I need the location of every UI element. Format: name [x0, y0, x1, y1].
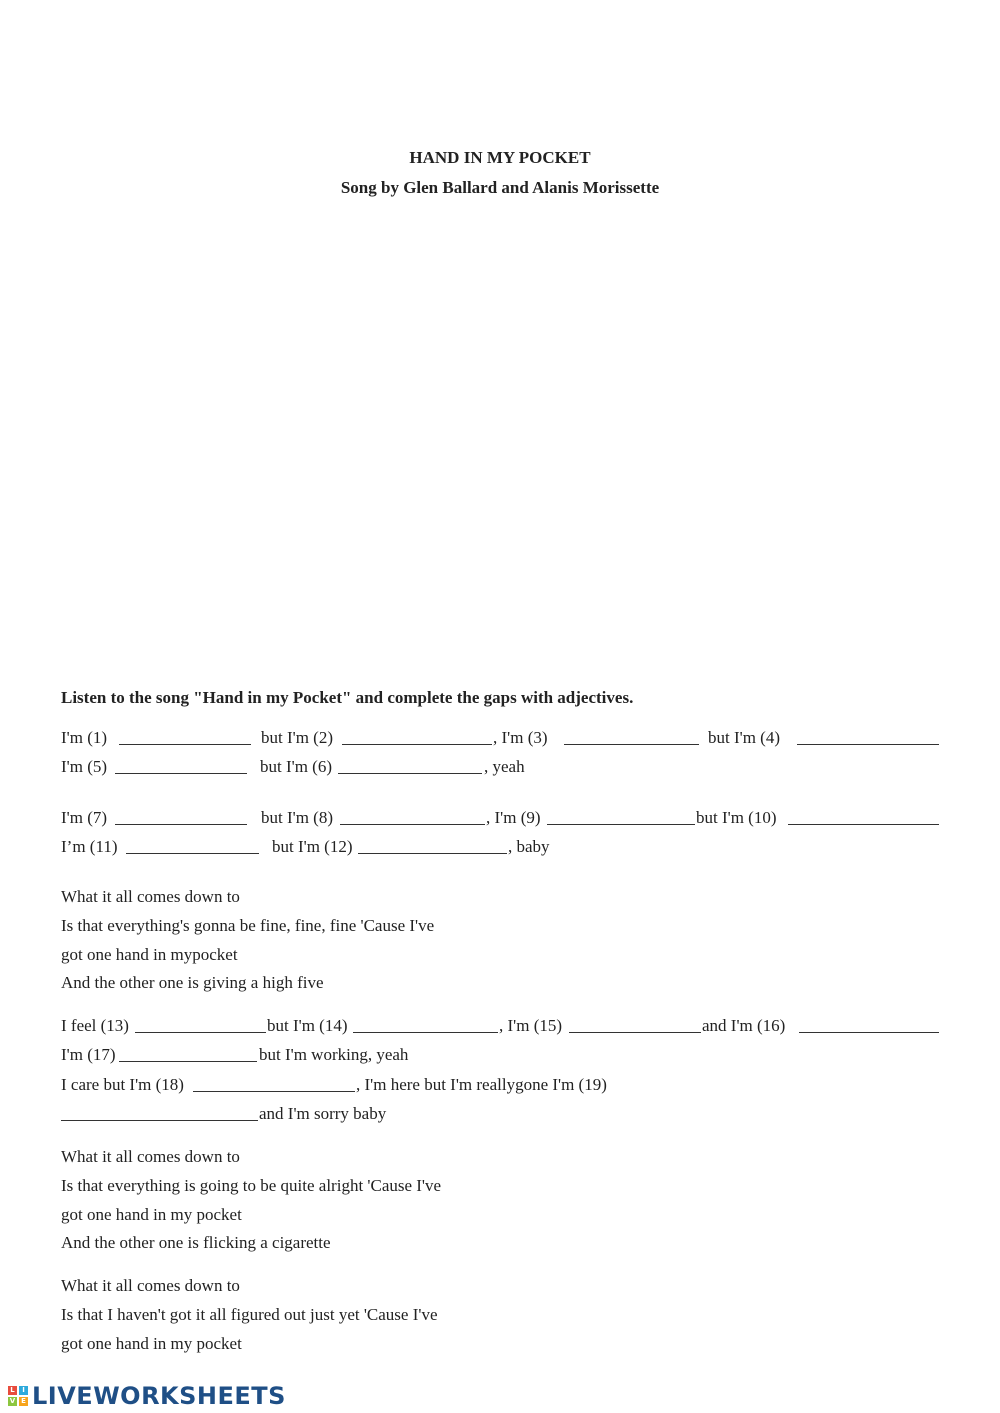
verse3-line2: I'm (17) but I'm working, yeah	[61, 1045, 409, 1064]
gap-1[interactable]	[119, 744, 251, 745]
chorus1-line-4: And the other one is giving a high five	[61, 973, 324, 992]
gap-12[interactable]	[358, 853, 507, 854]
gap-3[interactable]	[564, 744, 699, 745]
logo-cell: L	[8, 1386, 17, 1395]
verse2-line2: I’m (11) but I'm (12) , baby	[61, 837, 550, 856]
chorus2-line-3: got one hand in my pocket	[61, 1205, 242, 1224]
chorus2-line-2: Is that everything is going to be quite alright 'Cause I've	[61, 1176, 442, 1195]
verse2-line1: I'm (7) but I'm (8) , I'm (9) but I'm (10)	[61, 808, 939, 832]
verse3-line1: I feel (13) but I'm (14) , I'm (15) and I'm (16)	[61, 1016, 939, 1040]
gap-7[interactable]	[115, 824, 247, 825]
chorus3-line-3: got one hand in my pocket	[61, 1334, 242, 1353]
page-subtitle: Song by Glen Ballard and Alanis Morissette	[340, 178, 660, 197]
gap-15[interactable]	[569, 1032, 701, 1033]
logo-cell: I	[19, 1386, 28, 1395]
chorus1-line-1: What it all comes down to	[61, 887, 240, 906]
gap-18[interactable]	[193, 1091, 355, 1092]
gap-10[interactable]	[788, 824, 939, 825]
gap-4[interactable]	[797, 744, 939, 745]
logo-text: LIVEWORKSHEETS	[32, 1382, 286, 1410]
logo-cell: E	[19, 1397, 28, 1406]
gap-11[interactable]	[126, 853, 259, 854]
gap-17[interactable]	[119, 1061, 257, 1062]
gap-16[interactable]	[799, 1032, 939, 1033]
instruction-text: Listen to the song "Hand in my Pocket" and complete the gaps with adjectives.	[61, 688, 634, 707]
chorus2-line-4: And the other one is flicking a cigarette	[61, 1233, 331, 1252]
chorus1-line-3: got one hand in mypocket	[61, 945, 238, 964]
gap-9[interactable]	[547, 824, 695, 825]
verse1-line2: I'm (5) but I'm (6) , yeah	[61, 757, 525, 776]
gap-8[interactable]	[340, 824, 485, 825]
page-title: HAND IN MY POCKET	[409, 148, 591, 167]
chorus3-line-1: What it all comes down to	[61, 1276, 240, 1295]
verse1-line1: I'm (1) but I'm (2) , I'm (3) but I'm (4)	[61, 728, 939, 752]
chorus2-line-1: What it all comes down to	[61, 1147, 240, 1166]
verse3-line4: and I'm sorry baby	[61, 1104, 941, 1128]
verse3-line3: I care but I'm (18) , I'm here but I'm reallygone I'm (19)	[61, 1075, 607, 1094]
liveworksheets-logo[interactable]	[8, 1381, 286, 1411]
gap-14[interactable]	[353, 1032, 498, 1033]
gap-19[interactable]	[61, 1120, 258, 1121]
gap-13[interactable]	[135, 1032, 266, 1033]
gap-6[interactable]	[338, 773, 482, 774]
logo-mark-icon	[8, 1386, 28, 1406]
chorus3-line-2: Is that I haven't got it all figured out just yet 'Cause I've	[61, 1305, 438, 1324]
gap-5[interactable]	[115, 773, 247, 774]
logo-cell: V	[9, 1397, 16, 1405]
chorus1-line-2: Is that everything's gonna be fine, fine, fine 'Cause I've	[61, 916, 435, 935]
gap-2[interactable]	[342, 744, 492, 745]
